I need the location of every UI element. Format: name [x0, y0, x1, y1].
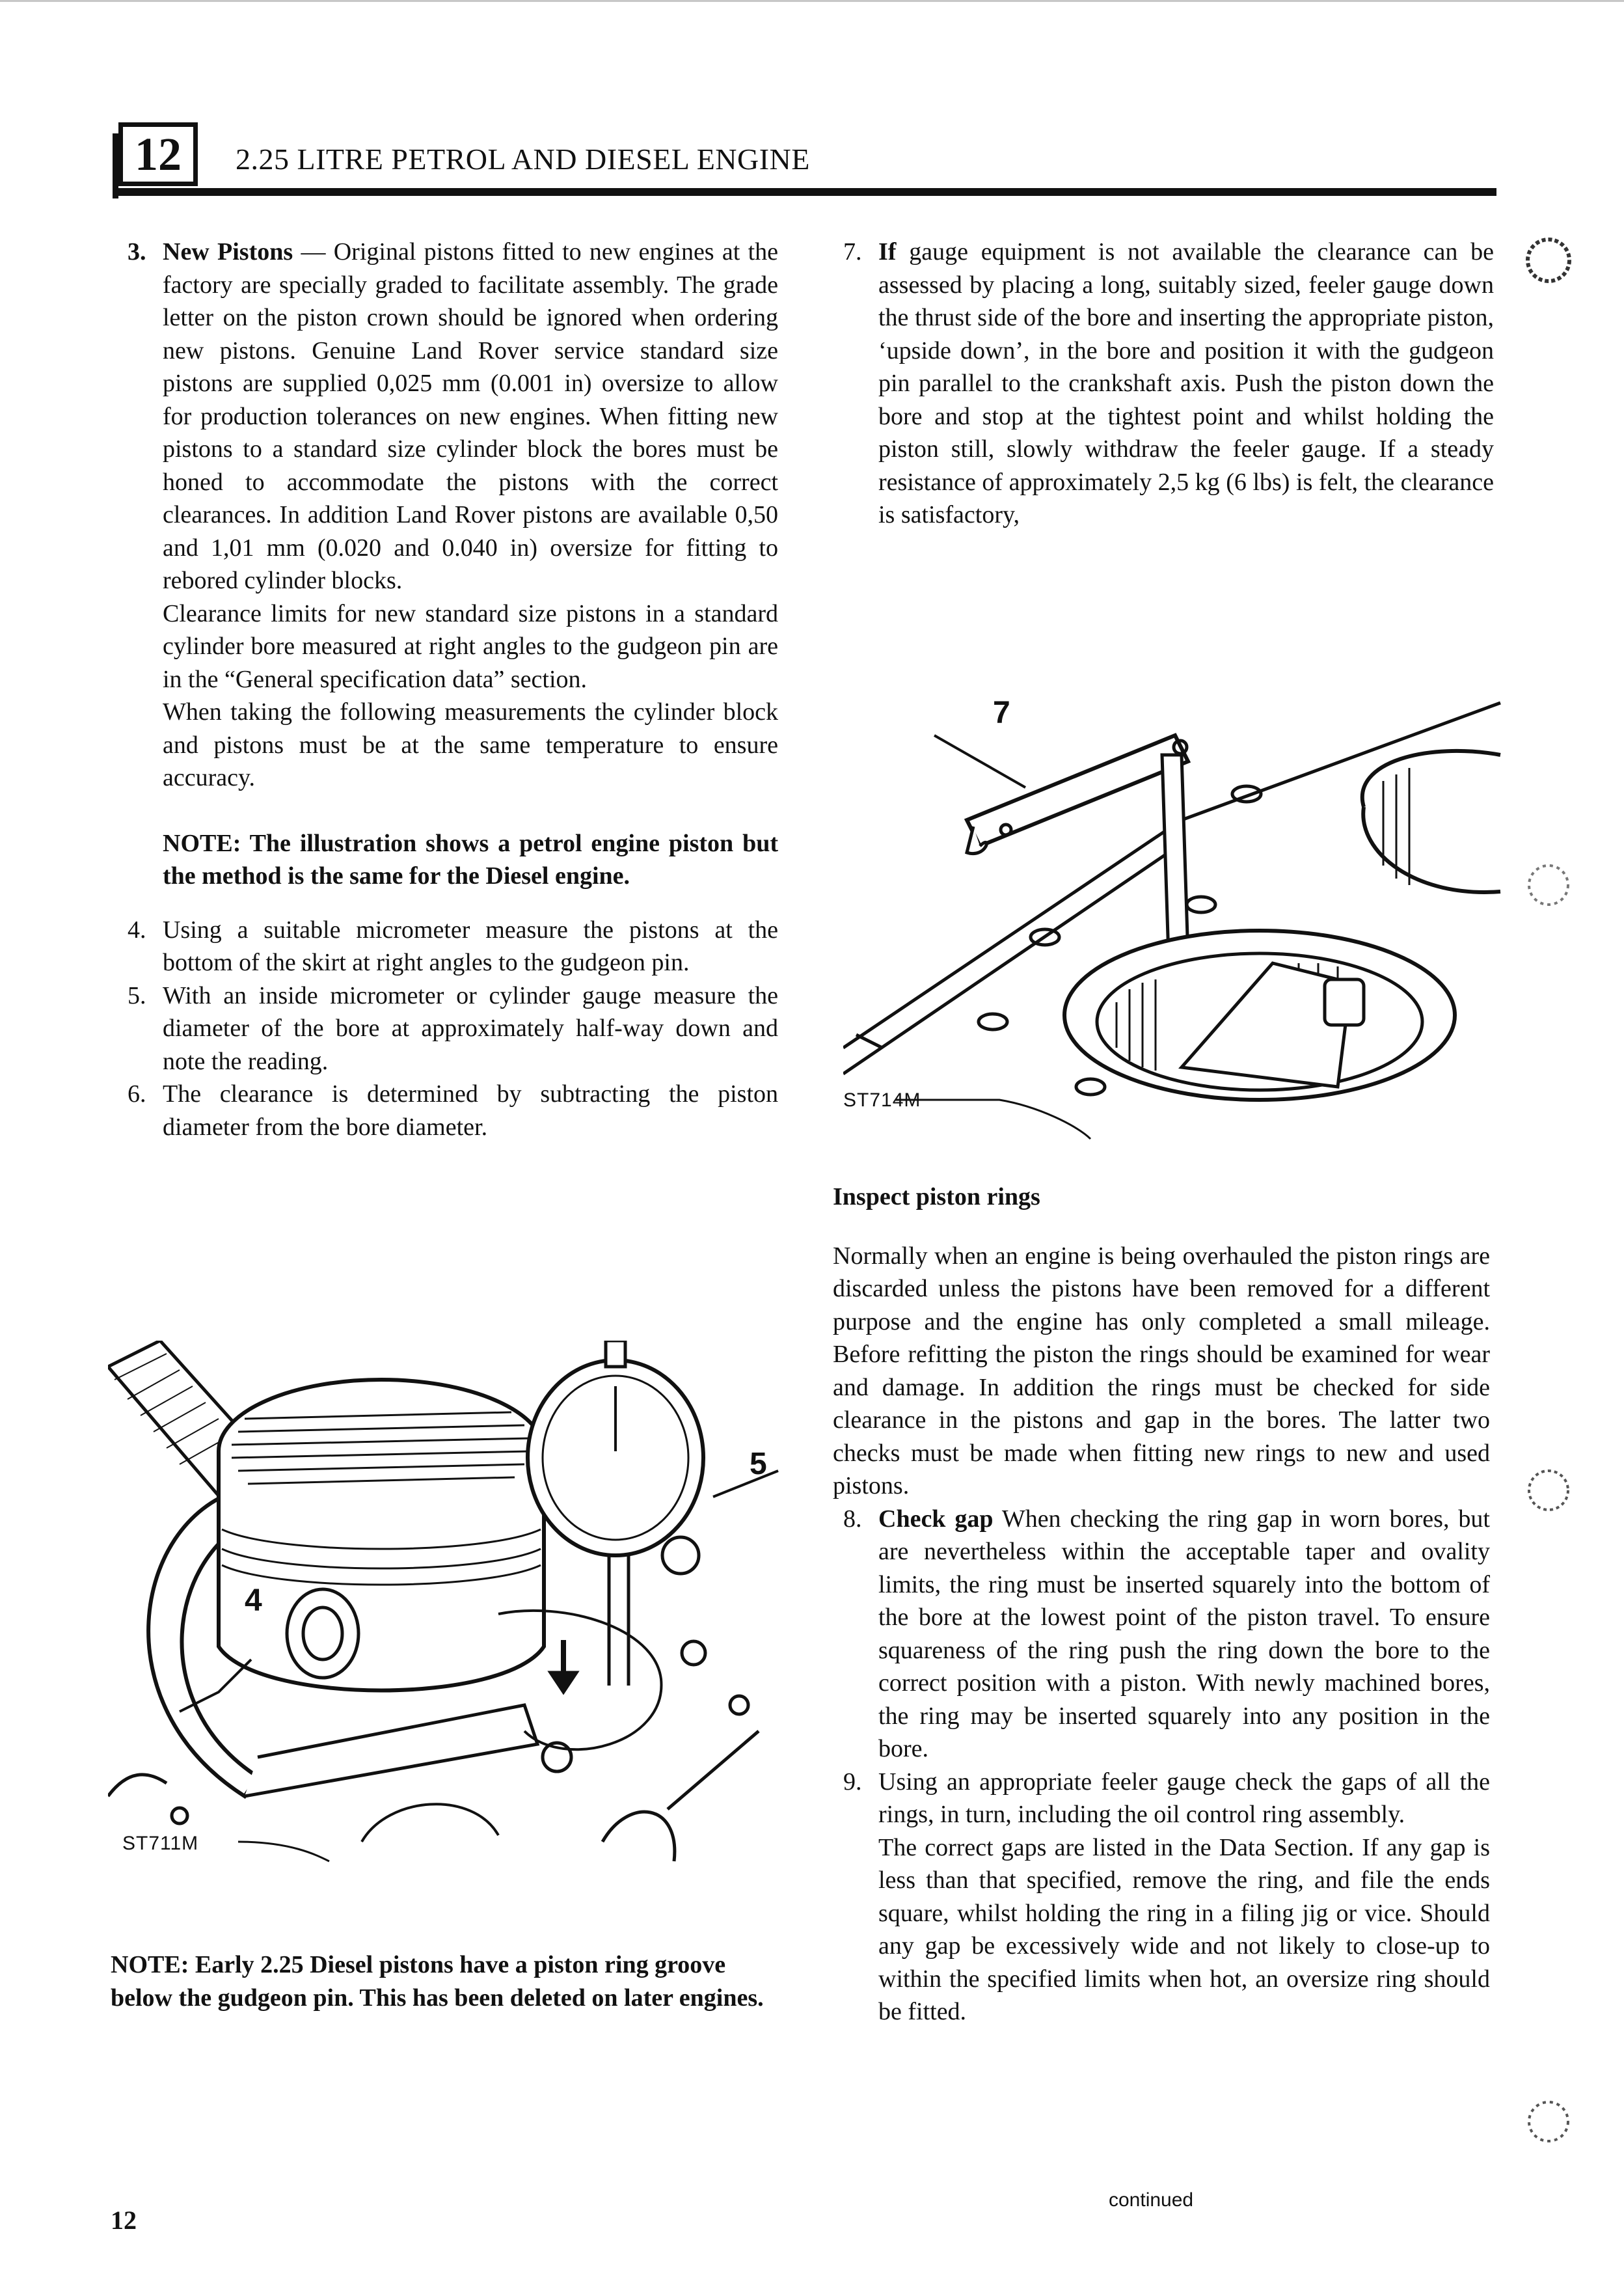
piston-micrometer-drawing	[108, 1341, 791, 1874]
right-column-bottom	[833, 1181, 1490, 2029]
step-9-paragraph-1: Using an appropriate feeler gauge check the gaps of all the rings, in turn, including the oil control ring assembly.	[878, 1768, 1490, 1828]
step-title: New Pistons	[163, 238, 293, 266]
top-border-line	[0, 0, 1624, 2]
step-text: gauge equipment is not available the clearance can be assessed by placing a long, suitably sized, feeler gauge down the thrust side of the bore and inserting the appropriate piston, ‘upside down’, in the bore and position it with the gudgeon pin parallel to the crankshaft axis. Push the piston down the bore and stop at the tightest point and whilst holding the piston still, slowly withdraw the feeler gauge. If a steady resistance of approximately 2,5 kg (6 lbs) is felt, the clearance is satisfactory,	[878, 238, 1494, 528]
step-number: 3.	[128, 238, 146, 266]
step-number: 5.	[128, 981, 146, 1009]
figure-label: ST714M	[843, 1089, 921, 1111]
step-9	[833, 1766, 1490, 2029]
binder-hole-1	[1522, 234, 1575, 286]
note-petrol-illustration: NOTE: The illustration shows a petrol engine piston but the method is the same for the Diesel engine.	[163, 829, 778, 890]
callout-5: 5	[750, 1447, 767, 1481]
step-text: Using a suitable micrometer measure the pistons at the bottom of the skirt at right angles to the gudgeon pin.	[163, 916, 778, 976]
step-number: 4.	[128, 916, 146, 944]
figure-label: ST711M	[122, 1833, 199, 1854]
step-7-text	[878, 236, 1494, 532]
step-number: 9.	[843, 1768, 862, 1796]
feeler-gauge-drawing	[843, 683, 1507, 1158]
section-number: 12	[135, 128, 182, 180]
continued-label: continued	[1109, 2189, 1194, 2211]
header-rule	[118, 188, 1496, 196]
step-text: The clearance is determined by subtracting the piston diameter from the bore diameter.	[163, 1080, 778, 1141]
step-number: 7.	[843, 238, 862, 266]
step-7	[843, 236, 1494, 532]
binder-hole-4	[1522, 2096, 1575, 2148]
step-text: With an inside micrometer or cylinder gauge measure the diameter of the bore at approximately half-way down and note the reading.	[163, 981, 778, 1075]
piston-micrometer-illustration	[108, 1341, 791, 1874]
page-number: 12	[111, 2206, 137, 2235]
step-8	[833, 1503, 1490, 1766]
step-title: Check gap	[878, 1505, 994, 1533]
step-8-text	[878, 1503, 1490, 1766]
binder-hole-3	[1522, 1464, 1575, 1516]
step-text: When checking the ring gap in worn bores, but are nevertheless within the acceptable taper and ovality limits, the ring must be inserted squarely into the bottom of the bore at the lowest point of the piston travel. To ensure squareness of the ring push the ring down the bore to the correct position with a piston. With newly machined bores, the ring may be inserted squarely into any position in the bore.	[878, 1505, 1490, 1762]
step-6	[128, 1078, 778, 1143]
step-5	[128, 979, 778, 1078]
feeler-gauge-illustration	[843, 683, 1507, 1158]
step-4	[128, 914, 778, 979]
right-column-top	[843, 236, 1494, 532]
note-early-diesel-pistons: NOTE: Early 2.25 Diesel pistons have a piston ring groove below the gudgeon pin. This has been deleted on later engines.	[111, 1951, 764, 2012]
section-number-badge	[118, 122, 198, 186]
step-3	[128, 236, 778, 795]
step-3-paragraph-2: Clearance limits for new standard size pistons in a standard cylinder bore measured at right angles to the gudgeon pin are in the “General specification data” section.	[163, 599, 778, 693]
step-number: 6.	[128, 1080, 146, 1108]
left-column	[128, 236, 778, 1143]
callout-7: 7	[993, 696, 1010, 730]
step-3-paragraph-1	[163, 236, 778, 597]
piston-rings-intro: Normally when an engine is being overhauled the piston rings are discarded unless the pistons have been removed for a different purpose and the engine has only completed a small mileage. Before refitting the piston the rings should be examined for wear and damage. In addition the rings must be checked for side clearance in the pistons and gap in the bores. The latter two checks must be made when fitting new rings to new and used pistons.	[833, 1242, 1490, 1499]
step-9-paragraph-2: The correct gaps are listed in the Data Section. If any gap is less than that specified, remove the ring, and file the ends square, whilst holding the ring in a filing jig or vice. Should any gap be excessively wide and not likely to close-up to within the specified limits when hot, an oversize ring should be fitted.	[878, 1833, 1490, 2025]
title-dash: —	[293, 238, 334, 266]
callout-4: 4	[245, 1583, 262, 1618]
step-text: Original pistons fitted to new engines at the factory are specially graded to facilitate assembly. The grade letter on the piston crown should be ignored when ordering new pistons. Genuine Land Rover service standard size pistons are supplied 0,025 mm (0.001 in) oversize to allow for production tolerances on new engines. When fitting new pistons to a standard size cylinder block the bores must be honed to accommodate the pistons with the correct clearances. In addition Land Rover pistons are available 0,50 and 1,01 mm (0.020 and 0.040 in) oversize for fitting to rebored cylinder blocks.	[163, 238, 779, 594]
step-3-paragraph-3: When taking the following measurements the cylinder block and pistons must be at the same temperature to ensure accuracy.	[163, 698, 778, 791]
binder-hole-2	[1522, 859, 1575, 911]
step-number: 8.	[843, 1505, 862, 1533]
step-lead: If	[878, 238, 897, 266]
section-heading: Inspect piston rings	[833, 1183, 1040, 1210]
page-title: 2.25 LITRE PETROL AND DIESEL ENGINE	[236, 143, 810, 176]
